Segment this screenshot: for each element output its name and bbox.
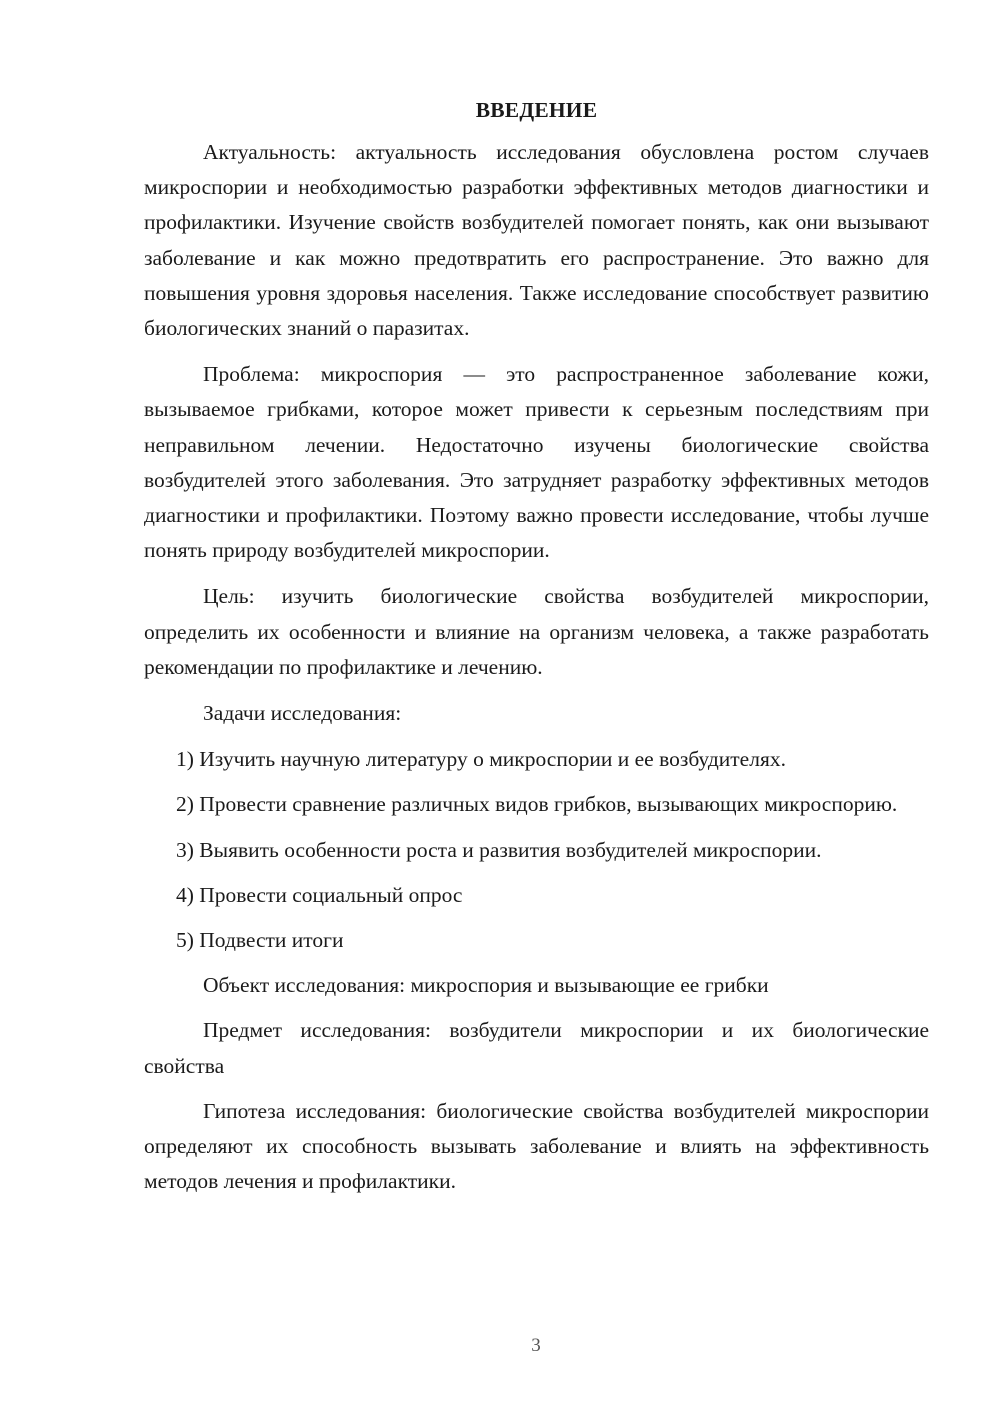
- research-subject: Предмет исследования: возбудители микроспории и их биологические свойства: [144, 1018, 929, 1078]
- research-hypothesis: Гипотеза исследования: биологические свойства возбудителей микроспории определяют их способность вызывать заболевание и влиять на эффективность методов лечения и профилактики.: [144, 1098, 929, 1194]
- task-item-4: 4) Провести социальный опрос: [176, 882, 463, 907]
- page-number: 3: [531, 1335, 541, 1356]
- page-content: [144, 93, 929, 1209]
- task-item-5: 5) Подвести итоги: [176, 928, 344, 953]
- problem-paragraph: Проблема: микроспория — это распространенное заболевание кожи, вызываемое грибками, которое может привести к серьезным последствиям при неправильном лечении. Недостаточно изучены биологические свойства возбудителей этого заболевания. Это затрудняет разработку эффективных методов диагностики и профилактики. Поэтому важно провести исследование, чтобы лучше понять природу возбудителей микроспории.: [144, 362, 929, 563]
- task-item-1: 1) Изучить научную литературу о микроспории и ее возбудителях.: [176, 747, 786, 772]
- section-heading: ВВЕДЕНИЕ: [475, 98, 598, 122]
- relevance-paragraph: Актуальность: актуальность исследования обусловлена ростом случаев микроспории и необходимостью разработки эффективных методов диагностики и профилактики. Изучение свойств возбудителей помогает понять, как они вызывают заболевание и как можно предотвратить его распространение. Это важно для повышения уровня здоровья населения. Также исследование способствует развитию биологических знаний о паразитах.: [144, 140, 929, 341]
- task-item-3: 3) Выявить особенности роста и развития возбудителей микроспории.: [176, 837, 822, 862]
- goal-paragraph: Цель: изучить биологические свойства возбудителей микроспории, определить их особенности и влияние на организм человека, а также разработать рекомендации по профилактике и лечению.: [144, 584, 929, 679]
- tasks-heading: Задачи исследования:: [203, 701, 402, 726]
- task-item-2: 2) Провести сравнение различных видов грибков, вызывающих микроспорию.: [176, 792, 898, 817]
- research-object: Объект исследования: микроспория и вызывающие ее грибки: [203, 973, 769, 998]
